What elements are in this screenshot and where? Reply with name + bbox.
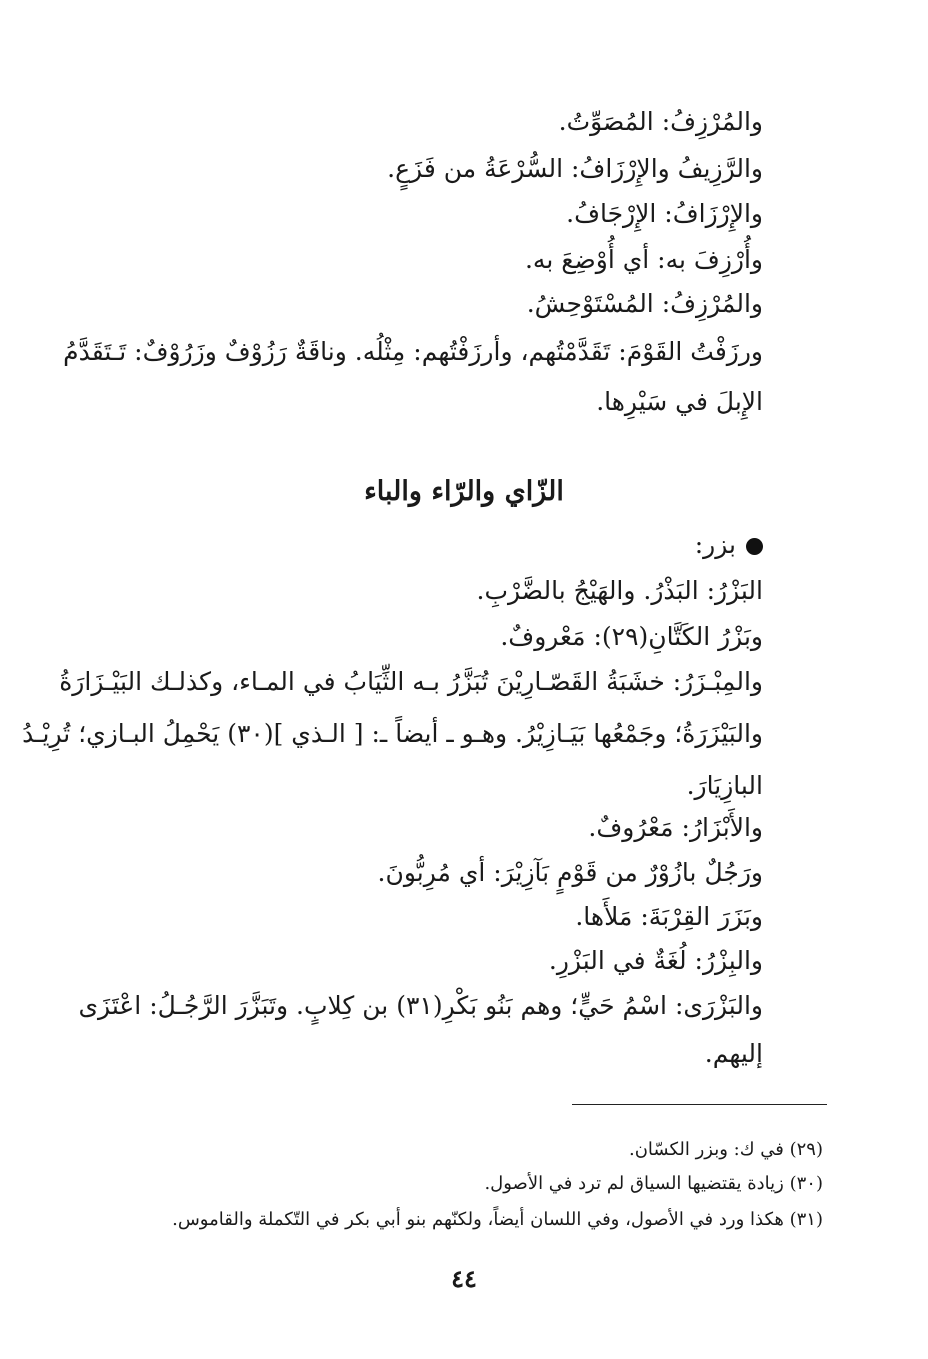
footnote: (٣١) هكذا ورد في الأصول، وفي اللسان أيضاً، ولكنّهم بنو أبي بكر في التّكملة والقاموس. [172, 1209, 823, 1230]
page-number: ٤٤ [451, 1264, 477, 1293]
root-word: بزر: [694, 530, 736, 559]
entry-line: ورزَفْتُ القَوْمَ: تَقَدَّمْتُهم، وأرزَفْتُهم: مِثْلُه. وناقَةٌ رَزُوْفٌ وزَرُوْفٌ: تَـتَقَدَّمُ [63, 337, 763, 366]
entry-line: والإِرْزَافُ: الإِرْجَافُ. [566, 199, 763, 228]
footnote: (٣٠) زيادة يقتضيها السياق لم ترد في الأصول. [484, 1173, 823, 1194]
root-word-line [695, 525, 763, 565]
entry-line: والمُرْزِفُ: المُصَوِّتُ. [558, 107, 763, 136]
entry-line: والأَبْزَارُ: مَعْرُوفٌ. [588, 813, 763, 842]
entry-line: وأُرْزِفَ به: أي أُوْضِعَ به. [524, 245, 763, 274]
section-title: الزّاي والرّاء والباء [364, 476, 564, 507]
entry-line: وبَزْرُ الكَتَّانِ(٢٩): مَعْروفٌ. [500, 622, 763, 651]
entry-line: وبَزَرَ القِرْبَةَ: مَلأَها. [575, 902, 763, 931]
entry-line: والبِزْرُ: لُغَةٌ في البَزْرِ. [548, 946, 763, 975]
entry-line: والرَّزِيفُ والإِرْزَافُ: السُّرْعَةُ من فَزَعٍ. [387, 154, 763, 183]
entry-line: الإِبلَ في سَيْرِها. [596, 387, 763, 416]
bullet-icon [746, 538, 763, 555]
entry-line: والمِبْـزَرُ: خشَبَةُ القَصّـارِيْنَ تُبَزَّرُ بـه الثِّيَابُ في المـاء، وكذلـك البَيْـزَارَةُ [59, 667, 763, 696]
entry-line: والبَيْزَرَةُ؛ وجَمْعُها بَيَـازِيْرُ. وهـو ـ أيضاً ـ: [ الـذي ](٣٠) يَحْمِلُ البـازي؛ تُرِيْـدُ [22, 719, 763, 748]
entry-line: ورَجُلٌ بازُوْرٌ من قَوْمٍ بَآزِيْرَ: أي مُرِبُّونَ. [377, 858, 763, 887]
entry-line: والمُرْزِفُ: المُسْتَوْحِشُ. [526, 289, 763, 318]
entry-line: البَزْرُ: البَذْرُ. والهَيْجُ بالضَّرْبِ. [476, 576, 763, 605]
entry-line: البازِيَارَ. [686, 771, 763, 800]
footnote-divider [572, 1104, 827, 1105]
footnote: (٢٩) في ك: وبزر الكسّان. [628, 1139, 823, 1160]
entry-line: إليهم. [704, 1039, 763, 1068]
entry-line: والبَزْرَى: اسْمُ حَيٍّ؛ وهم بَنُو بَكْرِ(٣١) بن كِلابٍ. وتَبَزَّرَ الرَّجُـلُ: اعْتَزَى [78, 991, 763, 1020]
